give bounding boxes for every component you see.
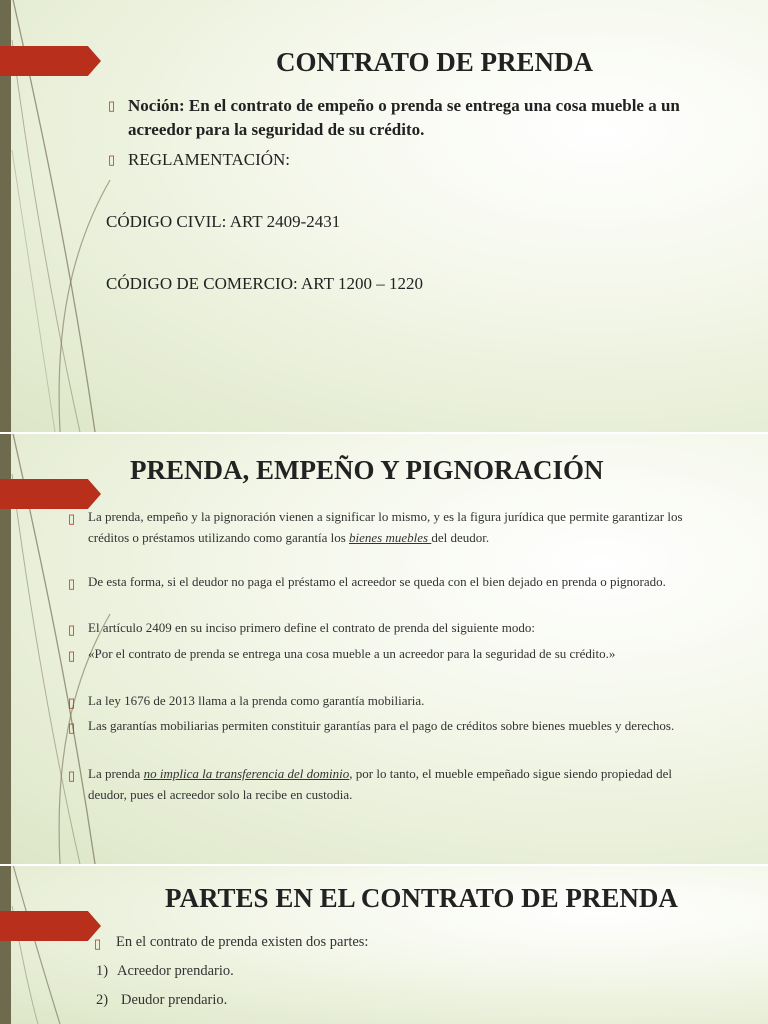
codigo-civil-line: CÓDIGO CIVIL: ART 2409-2431 xyxy=(106,212,341,231)
title-arrow xyxy=(0,479,101,509)
bullet-1: La prenda, empeño y la pignoración vienen a significar lo mismo, y es la figura jurídica que permite garantizar los créditos o préstamos utilizando como garantía los bienes muebles del deudor. xyxy=(88,509,683,545)
numbered-item-2-number: 2) xyxy=(96,992,109,1008)
bullet-marker-icon: ▯ xyxy=(108,152,116,167)
bullet-2: De esta forma, si el deudor no paga el préstamo el acreedor se queda con el bien dejado en prenda o pignorado. xyxy=(88,574,666,589)
slide-title: PARTES EN EL CONTRATO DE PRENDA xyxy=(165,883,678,913)
bullet-marker-icon: ▯ xyxy=(108,98,116,113)
bullet-marker-icon: ▯ xyxy=(68,576,76,591)
slide-1 xyxy=(0,0,768,432)
bullet-marker-icon: ▯ xyxy=(68,720,76,735)
bullet-6: Las garantías mobiliarias permiten constituir garantías para el pago de créditos sobre bienes muebles y derechos. xyxy=(88,718,675,733)
bullet-reglamentacion: REGLAMENTACIÓN: xyxy=(128,150,291,169)
bullet-marker-icon: ▯ xyxy=(94,936,102,951)
transferencia-dominio-link[interactable]: no implica la transferencia del dominio xyxy=(143,766,350,781)
numbered-item-1-number: 1) xyxy=(96,963,109,979)
bullet-5: La ley 1676 de 2013 llama a la prenda como garantía mobiliaria. xyxy=(88,693,425,708)
title-arrow xyxy=(0,911,101,941)
slide-title: CONTRATO DE PRENDA xyxy=(276,47,594,77)
bullet-3: El artículo 2409 en su inciso primero define el contrato de prenda del siguiente modo: xyxy=(88,620,535,635)
title-arrow xyxy=(0,46,101,76)
numbered-item-1: Acreedor prendario. xyxy=(117,963,234,979)
left-bar xyxy=(0,866,11,1024)
bullet-7: La prenda no implica la transferencia del dominio, por lo tanto, el mueble empeñado sigue siendo propiedad del deudor, pues el acreedor solo la recibe en custodia. xyxy=(88,766,673,802)
bullet-marker-icon: ▯ xyxy=(68,695,76,710)
bullet-nocion: Noción: En el contrato de empeño o prenda se entrega una cosa mueble a un acreedor para la seguridad de su crédito. xyxy=(128,96,680,139)
slide-3 xyxy=(0,866,768,1024)
slide-title: PRENDA, EMPEÑO Y PIGNORACIÓN xyxy=(130,455,604,485)
bullet-marker-icon: ▯ xyxy=(68,768,76,783)
bullet-marker-icon: ▯ xyxy=(68,622,76,637)
bullet-4: «Por el contrato de prenda se entrega una cosa mueble a un acreedor para la seguridad de su crédito.» xyxy=(88,646,616,661)
numbered-item-2: Deudor prendario. xyxy=(121,992,228,1008)
slide-2 xyxy=(0,434,768,864)
bullet-marker-icon: ▯ xyxy=(68,511,76,526)
bienes-muebles-link[interactable]: bienes muebles xyxy=(349,529,432,545)
codigo-comercio-line: CÓDIGO DE COMERCIO: ART 1200 – 1220 xyxy=(106,274,423,293)
bullet-marker-icon: ▯ xyxy=(68,648,76,663)
bullet-1: En el contrato de prenda existen dos partes: xyxy=(116,934,369,950)
